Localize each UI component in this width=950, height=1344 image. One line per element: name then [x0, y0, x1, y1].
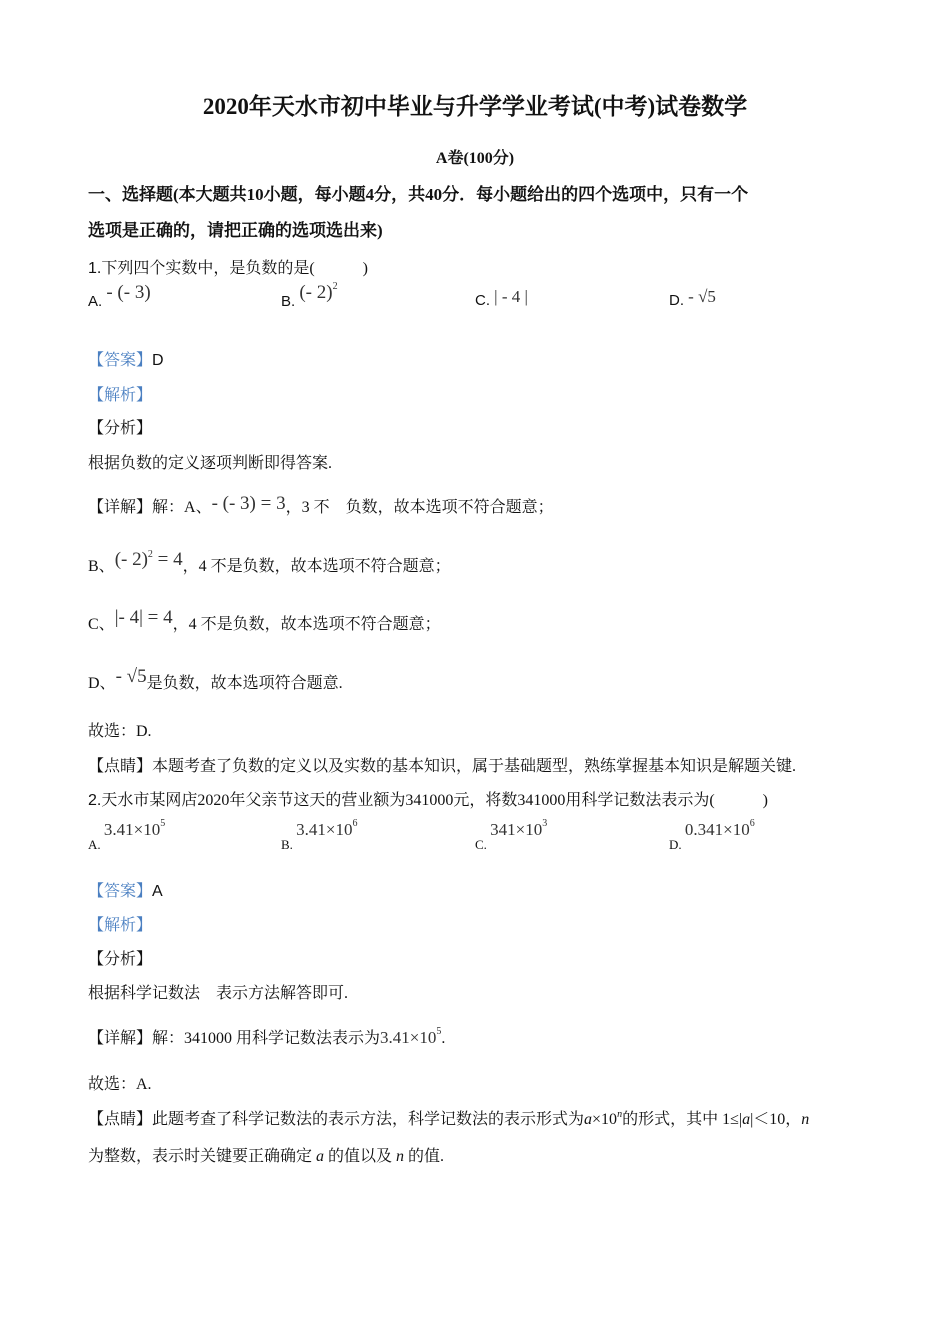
- section-a-heading: A卷(100分): [435, 150, 515, 167]
- question-2-conclusion: 故选：A.: [88, 1076, 152, 1093]
- question-1-answer: 【答案】D: [88, 352, 164, 369]
- question-1-option-b: B. (- 2)$^2$: [281, 281, 338, 310]
- question-2-fenxi-tag: 【分析】: [88, 951, 153, 968]
- question-1-detail-d: D、- √5是负数，故本选项符合题意.: [88, 666, 343, 692]
- question-1-option-a: A. - (- 3): [88, 282, 151, 310]
- question-1-conclusion: 故选：D.: [88, 723, 152, 740]
- question-2-jiexi-tag: 【解析】: [88, 917, 153, 934]
- question-2-option-d: D. $0.341\times 10^6$: [669, 818, 755, 852]
- question-1-detail-c: C、|- 4| = 4，4 不是负数，故本选项不符合题意；: [88, 607, 441, 633]
- question-2-detail: 【详解】解：341000 用科学记数法表示为$3.41\times 10^5$.: [88, 1026, 446, 1047]
- question-1-fenxi-tag: 【分析】: [88, 420, 153, 437]
- question-1-dianjing: 【点睛】本题考查了负数的定义以及实数的基本知识，属于基础题型，熟练掌握基本知识是解题关键.: [88, 758, 797, 775]
- question-1-option-c: C. | - 4 |: [475, 287, 528, 309]
- question-2-option-a: A. $3.41\times 10^5$: [88, 818, 166, 852]
- question-1-detail-a: 【详解】解：A、- (- 3) = 3，3 不 负数，故本选项不符合题意；: [88, 493, 554, 516]
- question-2-number: 2.: [88, 792, 102, 809]
- question-1-jiexi-tag: 【解析】: [88, 387, 153, 404]
- question-1-fenxi-text: 根据负数的定义逐项判断即得答案.: [88, 455, 333, 472]
- question-2-fenxi-text: 根据科学记数法 表示方法解答即可.: [88, 985, 349, 1002]
- question-1-number: 1.: [88, 260, 102, 277]
- question-2-option-b: B. $3.41\times 10^6$: [281, 818, 358, 852]
- question-1-stem: 1.下列四个实数中，是负数的是( ): [88, 260, 369, 277]
- exam-title: 2020年天水市初中毕业与升学学业考试(中考)试卷数学: [202, 94, 748, 119]
- question-1-option-d: D. - √5: [669, 287, 716, 309]
- question-2-dianjing-line1: 【点睛】此题考查了科学记数法的表示方法，科学记数法的表示形式为$a\times 10^n$的形式，其中 1≤|a|＜10，n: [88, 1109, 810, 1128]
- section-instructions-line1: 一、选择题(本大题共10小题，每小题4分，共40分．每小题给出的四个选项中，只有一个: [88, 185, 749, 204]
- question-2-stem: 2.天水市某网店2020年父亲节这天的营业额为341000元，将数341000用科学记数法表示为( ): [88, 792, 769, 809]
- question-2-answer: 【答案】A: [88, 883, 163, 900]
- question-1-detail-b: B、(- 2)$^2$ = 4，4 不是负数，故本选项不符合题意；: [88, 549, 451, 575]
- question-2-option-c: C. $341\times 10^3$: [475, 818, 548, 852]
- section-instructions-line2: 选项是正确的，请把正确的选项选出来): [88, 221, 383, 240]
- question-2-dianjing-line2: 为整数，表示时关键要正确确定 a 的值以及 n 的值.: [88, 1148, 445, 1165]
